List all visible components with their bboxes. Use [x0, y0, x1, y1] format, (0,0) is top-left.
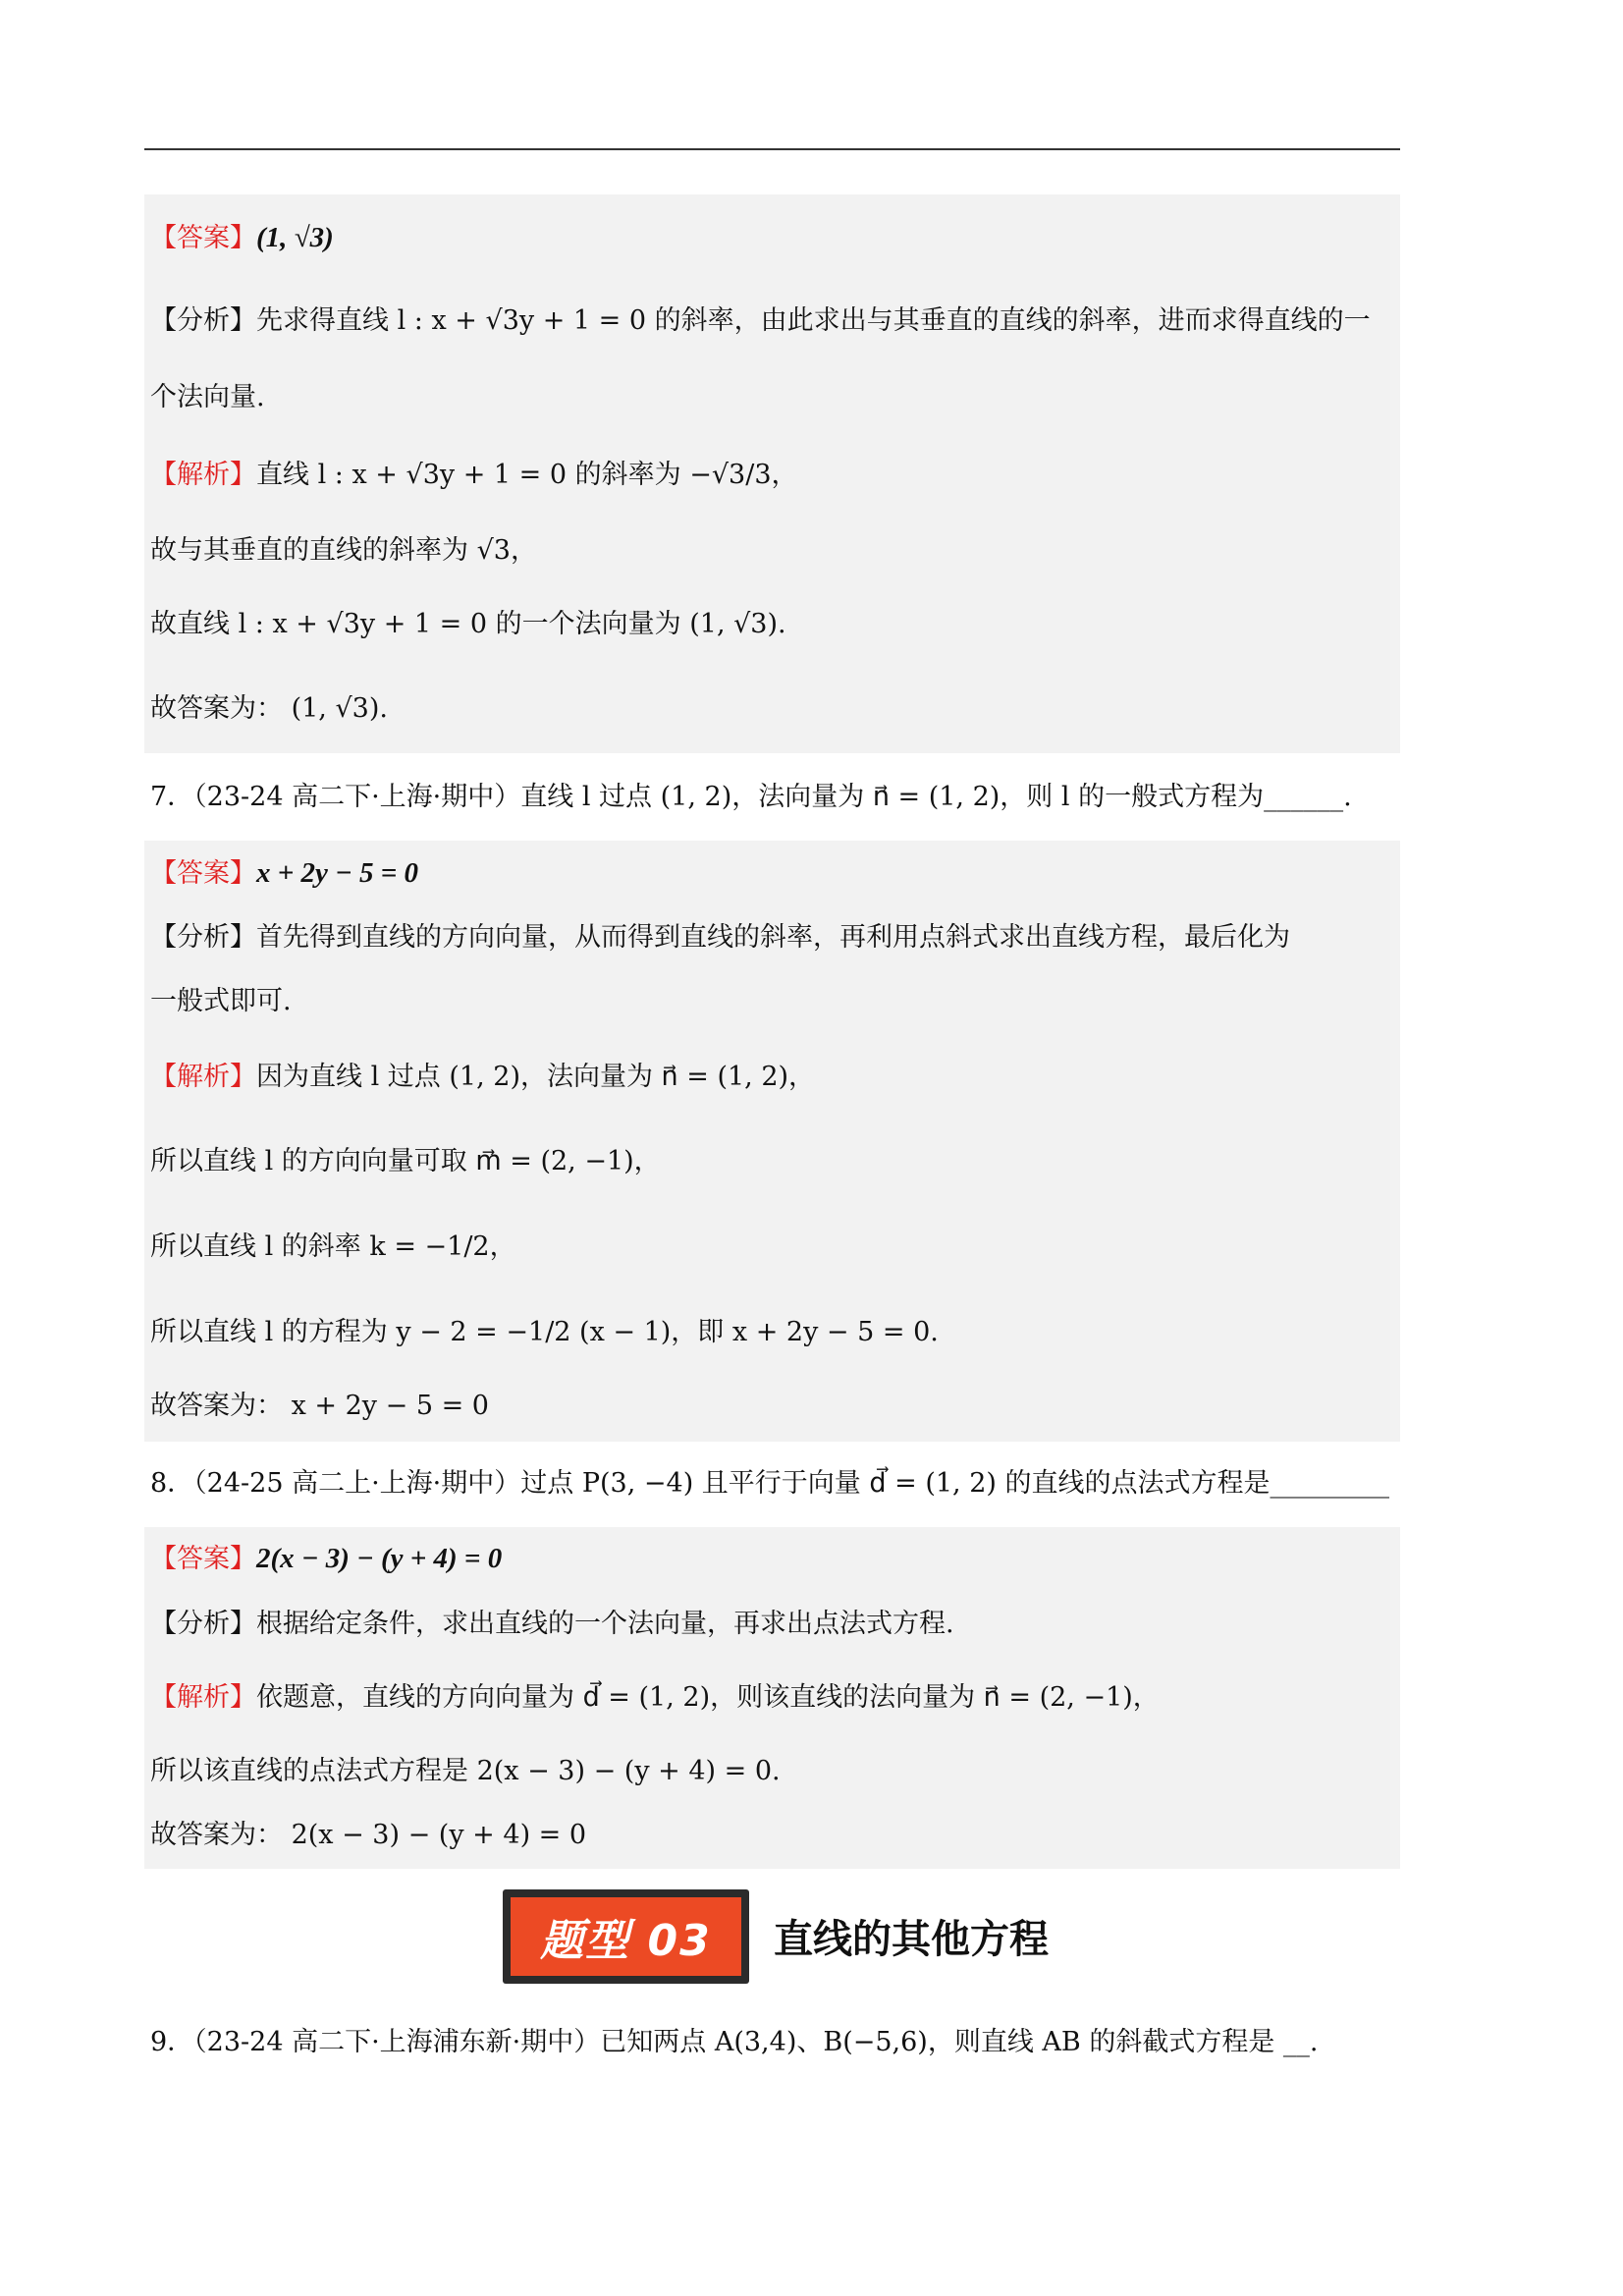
solution-line-8a: [150, 1678, 1160, 1718]
analysis-tag: 【分析】: [150, 922, 256, 953]
answer-value: x + 2y − 5 = 0: [256, 857, 418, 889]
analysis-text: 先求得直线 l : x + √3y + 1 = 0 的斜率，由此求出与其垂直的直线的斜率，进而求得直线的一: [256, 305, 1371, 336]
question-text: 8．（24-25 高二上·上海·期中）过点 P(3, −4) 且平行于向量 d⃗ = (1, 2) 的直线的点法式方程是_________: [150, 1468, 1389, 1499]
answer-line-8: [150, 1539, 502, 1579]
analysis-text: 一般式即可.: [150, 986, 292, 1016]
answer-value: (1, √3): [256, 222, 334, 253]
solution-line-7a: [150, 1058, 815, 1097]
analysis-line-6a: [150, 301, 1371, 341]
analysis-line-6b: [150, 378, 265, 417]
analysis-line-8a: [150, 1605, 954, 1644]
analysis-tag: 【分析】: [150, 1609, 256, 1639]
answer-tag: 【答案】: [150, 223, 256, 253]
solution-line-7b: [150, 1142, 661, 1181]
analysis-tag: 【分析】: [150, 305, 256, 336]
solution-text: 故答案为： x + 2y − 5 = 0: [150, 1391, 489, 1421]
solution-line-8b: [150, 1752, 781, 1791]
solution-line-7d: [150, 1313, 939, 1352]
question-9: [150, 2023, 1319, 2062]
analysis-line-7b: [150, 982, 292, 1021]
analysis-text: 根据给定条件，求出直线的一个法向量，再求出点法式方程.: [256, 1609, 954, 1639]
solution-line-6b: [150, 531, 537, 571]
solution-tag: 【解析】: [150, 1062, 256, 1092]
solution-text: 所以直线 l 的方向向量可取 m⃗ = (2, −1)，: [150, 1146, 661, 1176]
question-8: [150, 1464, 1389, 1503]
solution-text: 所以直线 l 的方程为 y − 2 = −1/2 (x − 1)，即 x + 2y − 5 = 0.: [150, 1317, 939, 1347]
header-rule: [144, 148, 1400, 150]
solution-line-6a: [150, 456, 798, 495]
solution-text: 故与其垂直的直线的斜率为 √3，: [150, 535, 537, 566]
section-badge: [503, 1889, 749, 1984]
analysis-text: 个法向量.: [150, 382, 265, 412]
solution-line-7c: [150, 1228, 516, 1267]
section-title: 直线的其他方程: [774, 1917, 1049, 1962]
solution-text: 因为直线 l 过点 (1, 2)，法向量为 n⃗ = (1, 2)，: [256, 1062, 816, 1092]
solution-line-6c: [150, 605, 786, 644]
answer-value: 2(x − 3) − (y + 4) = 0: [256, 1543, 503, 1574]
question-text: 7．（23-24 高二下·上海·期中）直线 l 过点 (1, 2)，法向量为 n⃗ = (1, 2)，则 l 的一般式方程为______.: [150, 782, 1352, 812]
question-text: 9．（23-24 高二下·上海浦东新·期中）已知两点 A(3,4)、B(−5,6)，则直线 AB 的斜截式方程是 __.: [150, 2027, 1319, 2057]
question-7: [150, 778, 1352, 817]
analysis-line-7a: [150, 918, 1290, 957]
answer-line-7: [150, 853, 418, 894]
solution-tag: 【解析】: [150, 1682, 256, 1713]
solution-text: 所以该直线的点法式方程是 2(x − 3) − (y + 4) = 0.: [150, 1756, 781, 1786]
solution-line-6d: [150, 689, 388, 729]
solution-text: 故答案为： (1, √3).: [150, 693, 388, 724]
section-badge-label: 题型 03: [511, 1897, 741, 1976]
solution-line-7e: [150, 1387, 489, 1426]
solution-tag: 【解析】: [150, 460, 256, 490]
solution-text: 故答案为： 2(x − 3) − (y + 4) = 0: [150, 1820, 587, 1850]
solution-line-8c: [150, 1816, 586, 1855]
solution-text: 直线 l : x + √3y + 1 = 0 的斜率为 −√3/3，: [256, 460, 798, 490]
analysis-text: 首先得到直线的方向向量，从而得到直线的斜率，再利用点斜式求出直线方程，最后化为: [256, 922, 1290, 953]
answer-tag: 【答案】: [150, 858, 256, 889]
solution-text: 依题意，直线的方向向量为 d⃗ = (1, 2)，则该直线的法向量为 n⃗ = (2, −1)，: [256, 1682, 1160, 1713]
answer-tag: 【答案】: [150, 1544, 256, 1574]
solution-text: 故直线 l : x + √3y + 1 = 0 的一个法向量为 (1, √3).: [150, 609, 786, 639]
solution-text: 所以直线 l 的斜率 k = −1/2，: [150, 1231, 516, 1262]
answer-line-6: [150, 218, 334, 258]
